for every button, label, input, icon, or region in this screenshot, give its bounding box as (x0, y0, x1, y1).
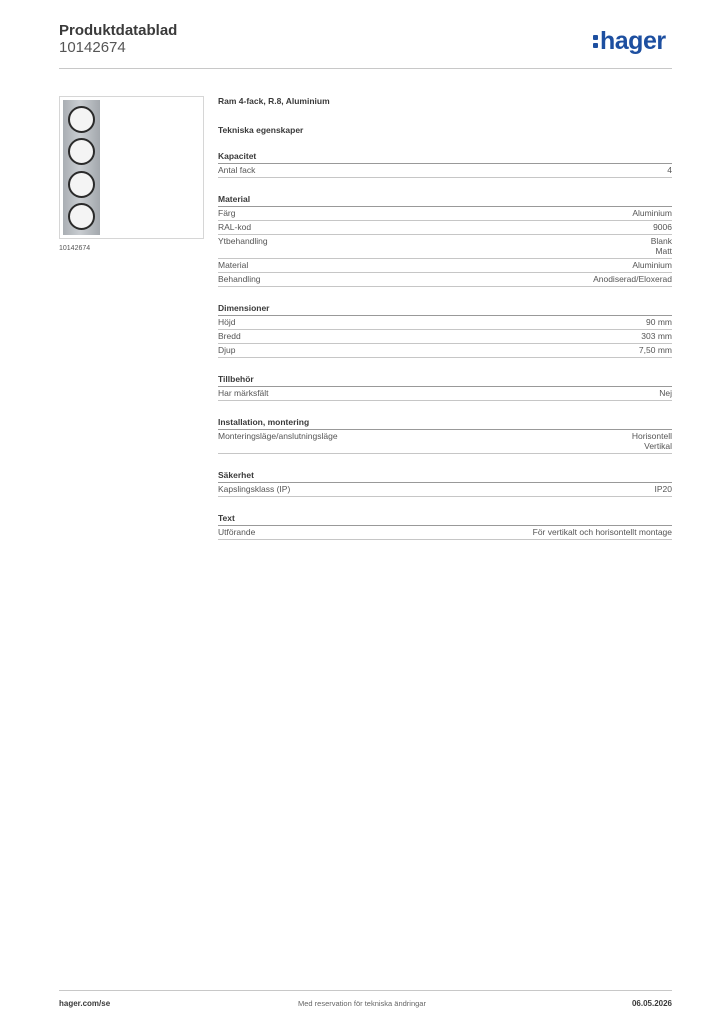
spec-row (218, 344, 672, 358)
spec-row (218, 259, 672, 273)
spec-value-line: 4 (667, 165, 672, 175)
spec-heading: Tekniska egenskaper (218, 125, 304, 135)
spec-section (218, 194, 672, 287)
spec-value (593, 274, 672, 284)
spec-value (651, 236, 672, 256)
slot-circle-icon (68, 138, 95, 165)
product-image (59, 96, 204, 239)
spec-value (653, 222, 672, 232)
spec-sheet (218, 96, 672, 540)
spec-row (218, 387, 672, 401)
slot-circle-icon (68, 171, 95, 198)
spec-section (218, 374, 672, 401)
spec-value (655, 484, 673, 494)
spec-value (632, 208, 672, 218)
spec-label: Antal fack (218, 165, 256, 175)
section-title: Kapacitet (218, 151, 672, 164)
spec-row (218, 221, 672, 235)
spec-value-line: Blank (650, 236, 672, 246)
spec-row (218, 164, 672, 178)
spec-label: RAL-kod (218, 222, 252, 232)
header-divider (59, 68, 672, 69)
spec-value-line: Anodiserad/Eloxerad (593, 274, 672, 284)
spec-row (218, 526, 672, 540)
spec-label: Monteringsläge/anslutningsläge (218, 431, 338, 441)
logo-colon-icon (593, 30, 599, 50)
spec-label: Behandling (218, 274, 261, 284)
spec-value (533, 527, 672, 537)
spec-section (218, 513, 672, 540)
spec-row (218, 430, 672, 454)
spec-section (218, 470, 672, 497)
slot-circle-icon (68, 203, 95, 230)
spec-value-line: Nej (659, 388, 672, 398)
spec-value (667, 165, 672, 175)
spec-value-line: 90 mm (646, 317, 672, 327)
page-title: Produktdatablad (59, 22, 178, 39)
spec-section (218, 303, 672, 358)
section-title: Dimensioner (218, 303, 672, 316)
product-name: Ram 4-fack, R.8, Aluminium (218, 96, 330, 106)
section-title: Text (218, 513, 672, 526)
spec-row (218, 483, 672, 497)
spec-value-line: Aluminium (632, 208, 672, 218)
hager-logo (593, 26, 666, 56)
spec-value (646, 317, 672, 327)
footer-date: 06.05.2026 (631, 999, 672, 1008)
spec-row (218, 273, 672, 287)
spec-label: Höjd (218, 317, 236, 327)
footer-disclaimer: Med reservation för tekniska ändringar (298, 999, 426, 1008)
spec-section (218, 151, 672, 178)
spec-label: Färg (218, 208, 236, 218)
spec-label: Utförande (218, 527, 256, 537)
spec-value-line: För vertikalt och horisontellt montage (532, 527, 672, 537)
spec-value-line: IP20 (654, 484, 672, 494)
spec-value (632, 431, 672, 451)
spec-value-line: 9006 (653, 222, 672, 232)
spec-sections (218, 151, 672, 540)
spec-row (218, 207, 672, 221)
spec-row (218, 235, 672, 259)
footer-divider (59, 990, 672, 991)
spec-label: Djup (218, 345, 236, 355)
product-number: 10142674 (59, 39, 126, 56)
spec-value-line: Vertikal (644, 441, 672, 451)
spec-label: Bredd (218, 331, 241, 341)
spec-row (218, 316, 672, 330)
spec-value (639, 345, 672, 355)
spec-value-line: 7,50 mm (638, 345, 672, 355)
spec-value-line: Matt (655, 246, 672, 256)
spec-value (641, 331, 672, 341)
spec-label: Kapslingsklass (IP) (218, 484, 291, 494)
spec-section (218, 417, 672, 454)
spec-value-line: Aluminium (632, 260, 672, 270)
spec-row (218, 330, 672, 344)
spec-value-line: Horisontell (631, 431, 672, 441)
spec-label: Material (218, 260, 249, 270)
section-title: Säkerhet (218, 470, 672, 483)
image-caption: 10142674 (59, 245, 91, 252)
logo-text: hager (600, 27, 666, 55)
spec-value (659, 388, 672, 398)
slot-circle-icon (68, 106, 95, 133)
section-title: Material (218, 194, 672, 207)
spec-value (632, 260, 672, 270)
section-title: Installation, montering (218, 417, 672, 430)
spec-label: Ytbehandling (218, 236, 268, 246)
spec-value-line: 303 mm (641, 331, 672, 341)
frame-illustration (63, 100, 100, 235)
spec-label: Har märksfält (218, 388, 269, 398)
footer-website: hager.com/se (59, 999, 111, 1008)
section-title: Tillbehör (218, 374, 672, 387)
